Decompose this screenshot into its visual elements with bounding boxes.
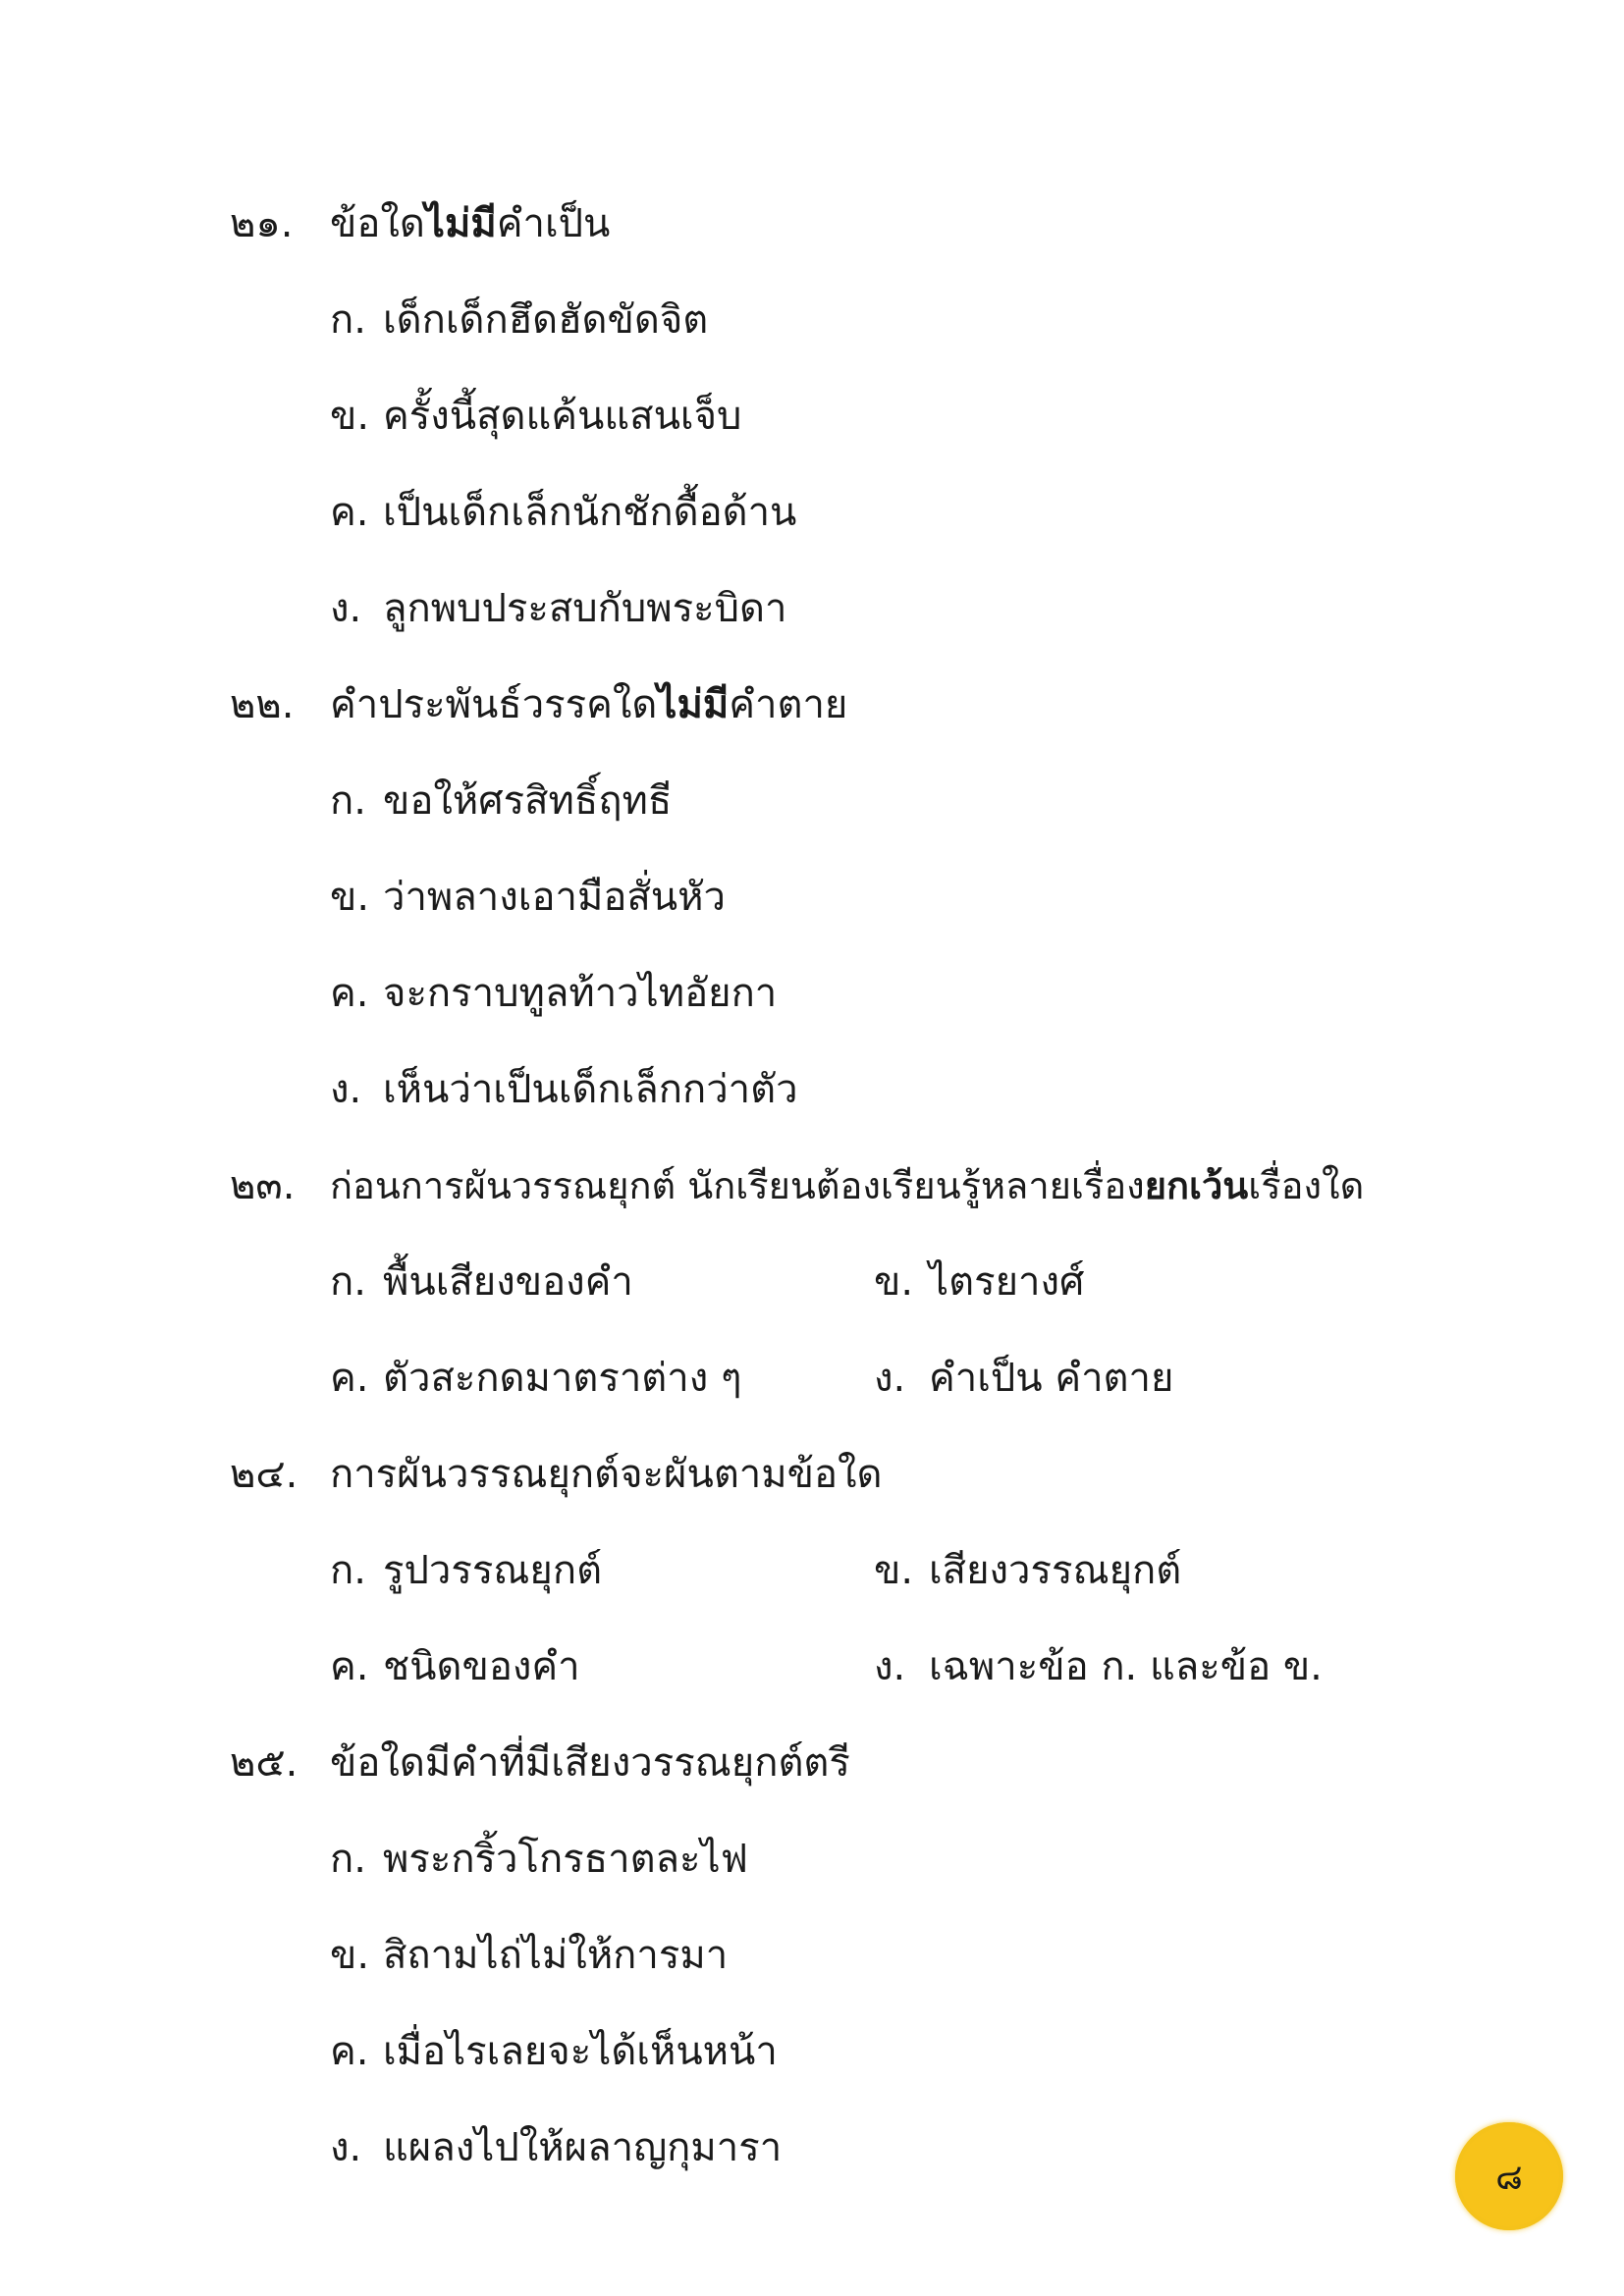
option-letter: ค. <box>330 1356 369 1401</box>
question-text <box>330 677 847 732</box>
option-letter: ข. <box>330 394 370 439</box>
question-text <box>330 1735 850 1790</box>
question-emphasis: ไม่มี <box>657 682 730 727</box>
option-text: ขอให้ศรสิทธิ์ฤทธี <box>383 778 673 824</box>
question-text-part: คำเป็น <box>496 201 611 246</box>
option-text: ชนิดของคำ <box>383 1644 580 1689</box>
question-text <box>330 1158 1364 1213</box>
option-letter: ข. <box>874 1259 914 1305</box>
option-letter: ก. <box>330 778 366 824</box>
page-number: ๘ <box>1495 2157 1523 2198</box>
option-letter: ข. <box>874 1548 914 1593</box>
question-text-part: คำประพันธ์วรรคใด <box>330 682 658 727</box>
option-text: ครั้งนี้สุดแค้นแสนเจ็บ <box>383 394 742 439</box>
option-text: แผลงไปให้ผลาญกุมารา <box>383 2125 783 2170</box>
option-text: ว่าพลางเอามือสั่นหัว <box>383 875 726 920</box>
option-text: เสียงวรรณยุกต์ <box>929 1548 1182 1593</box>
option-text: พระกริ้วโกรธาตละไฟ <box>383 1837 748 1882</box>
option-text: เป็นเด็กเล็กนักชักดื้อด้าน <box>383 490 797 535</box>
question-number: ๒๕. <box>230 1740 298 1786</box>
option-text: รูปวรรณยุกต์ <box>383 1548 603 1593</box>
option-text: ตัวสะกดมาตราต่าง ๆ <box>383 1356 742 1401</box>
question-number: ๒๒. <box>230 682 295 727</box>
option-text: สิถามไถ่ไม่ให้การมา <box>383 1933 729 1978</box>
option-letter: ค. <box>330 1644 369 1689</box>
option-text: คำเป็น คำตาย <box>929 1356 1174 1401</box>
page-number-badge <box>1455 2122 1563 2230</box>
option-letter: ข. <box>330 1933 370 1978</box>
option-letter: ง. <box>874 1644 906 1689</box>
option-letter: ก. <box>330 1259 366 1305</box>
option-letter: ง. <box>330 586 362 631</box>
option-letter: ก. <box>330 1548 366 1593</box>
question-text <box>330 1447 883 1502</box>
question-text <box>330 196 610 251</box>
option-text: เด็กเด็กฮึดฮัดขัดจิต <box>383 297 709 343</box>
question-text-part: เรื่องใด <box>1248 1164 1365 1207</box>
option-letter: ข. <box>330 875 370 920</box>
option-letter: ค. <box>330 2029 369 2074</box>
question-text-part: ข้อใดมีคำที่มีเสียงวรรณยุกต์ตรี <box>330 1740 850 1786</box>
option-text: เห็นว่าเป็นเด็กเล็กกว่าตัว <box>383 1067 798 1112</box>
option-letter: ก. <box>330 1837 366 1882</box>
question-text-part: คำตาย <box>729 682 848 727</box>
question-emphasis: ไม่มี <box>424 201 497 246</box>
option-text: เฉพาะข้อ ก. และข้อ ข. <box>929 1644 1323 1689</box>
question-emphasis: ยกเว้น <box>1144 1164 1249 1207</box>
question-text-part: การผันวรรณยุกต์จะผันตามข้อใด <box>330 1452 883 1497</box>
option-letter: ง. <box>330 1067 362 1112</box>
option-letter: ค. <box>330 971 369 1016</box>
question-number: ๒๑. <box>230 201 294 246</box>
question-number: ๒๔. <box>230 1452 298 1497</box>
option-letter: ค. <box>330 490 369 535</box>
option-letter: ง. <box>874 1356 906 1401</box>
question-number: ๒๓. <box>230 1163 296 1208</box>
option-text: พื้นเสียงของคำ <box>383 1259 633 1305</box>
option-letter: ก. <box>330 297 366 343</box>
option-text: ไตรยางศ์ <box>929 1259 1085 1305</box>
option-letter: ง. <box>330 2125 362 2170</box>
option-text: จะกราบทูลท้าวไทอัยกา <box>383 971 778 1016</box>
option-text: ลูกพบประสบกับพระบิดา <box>383 586 787 631</box>
option-text: เมื่อไรเลยจะได้เห็นหน้า <box>383 2029 778 2074</box>
question-text-part: ข้อใด <box>330 201 425 246</box>
question-text-part: ก่อนการผันวรรณยุกต์ นักเรียนต้องเรียนรู้หลายเรื่อง <box>330 1164 1145 1207</box>
